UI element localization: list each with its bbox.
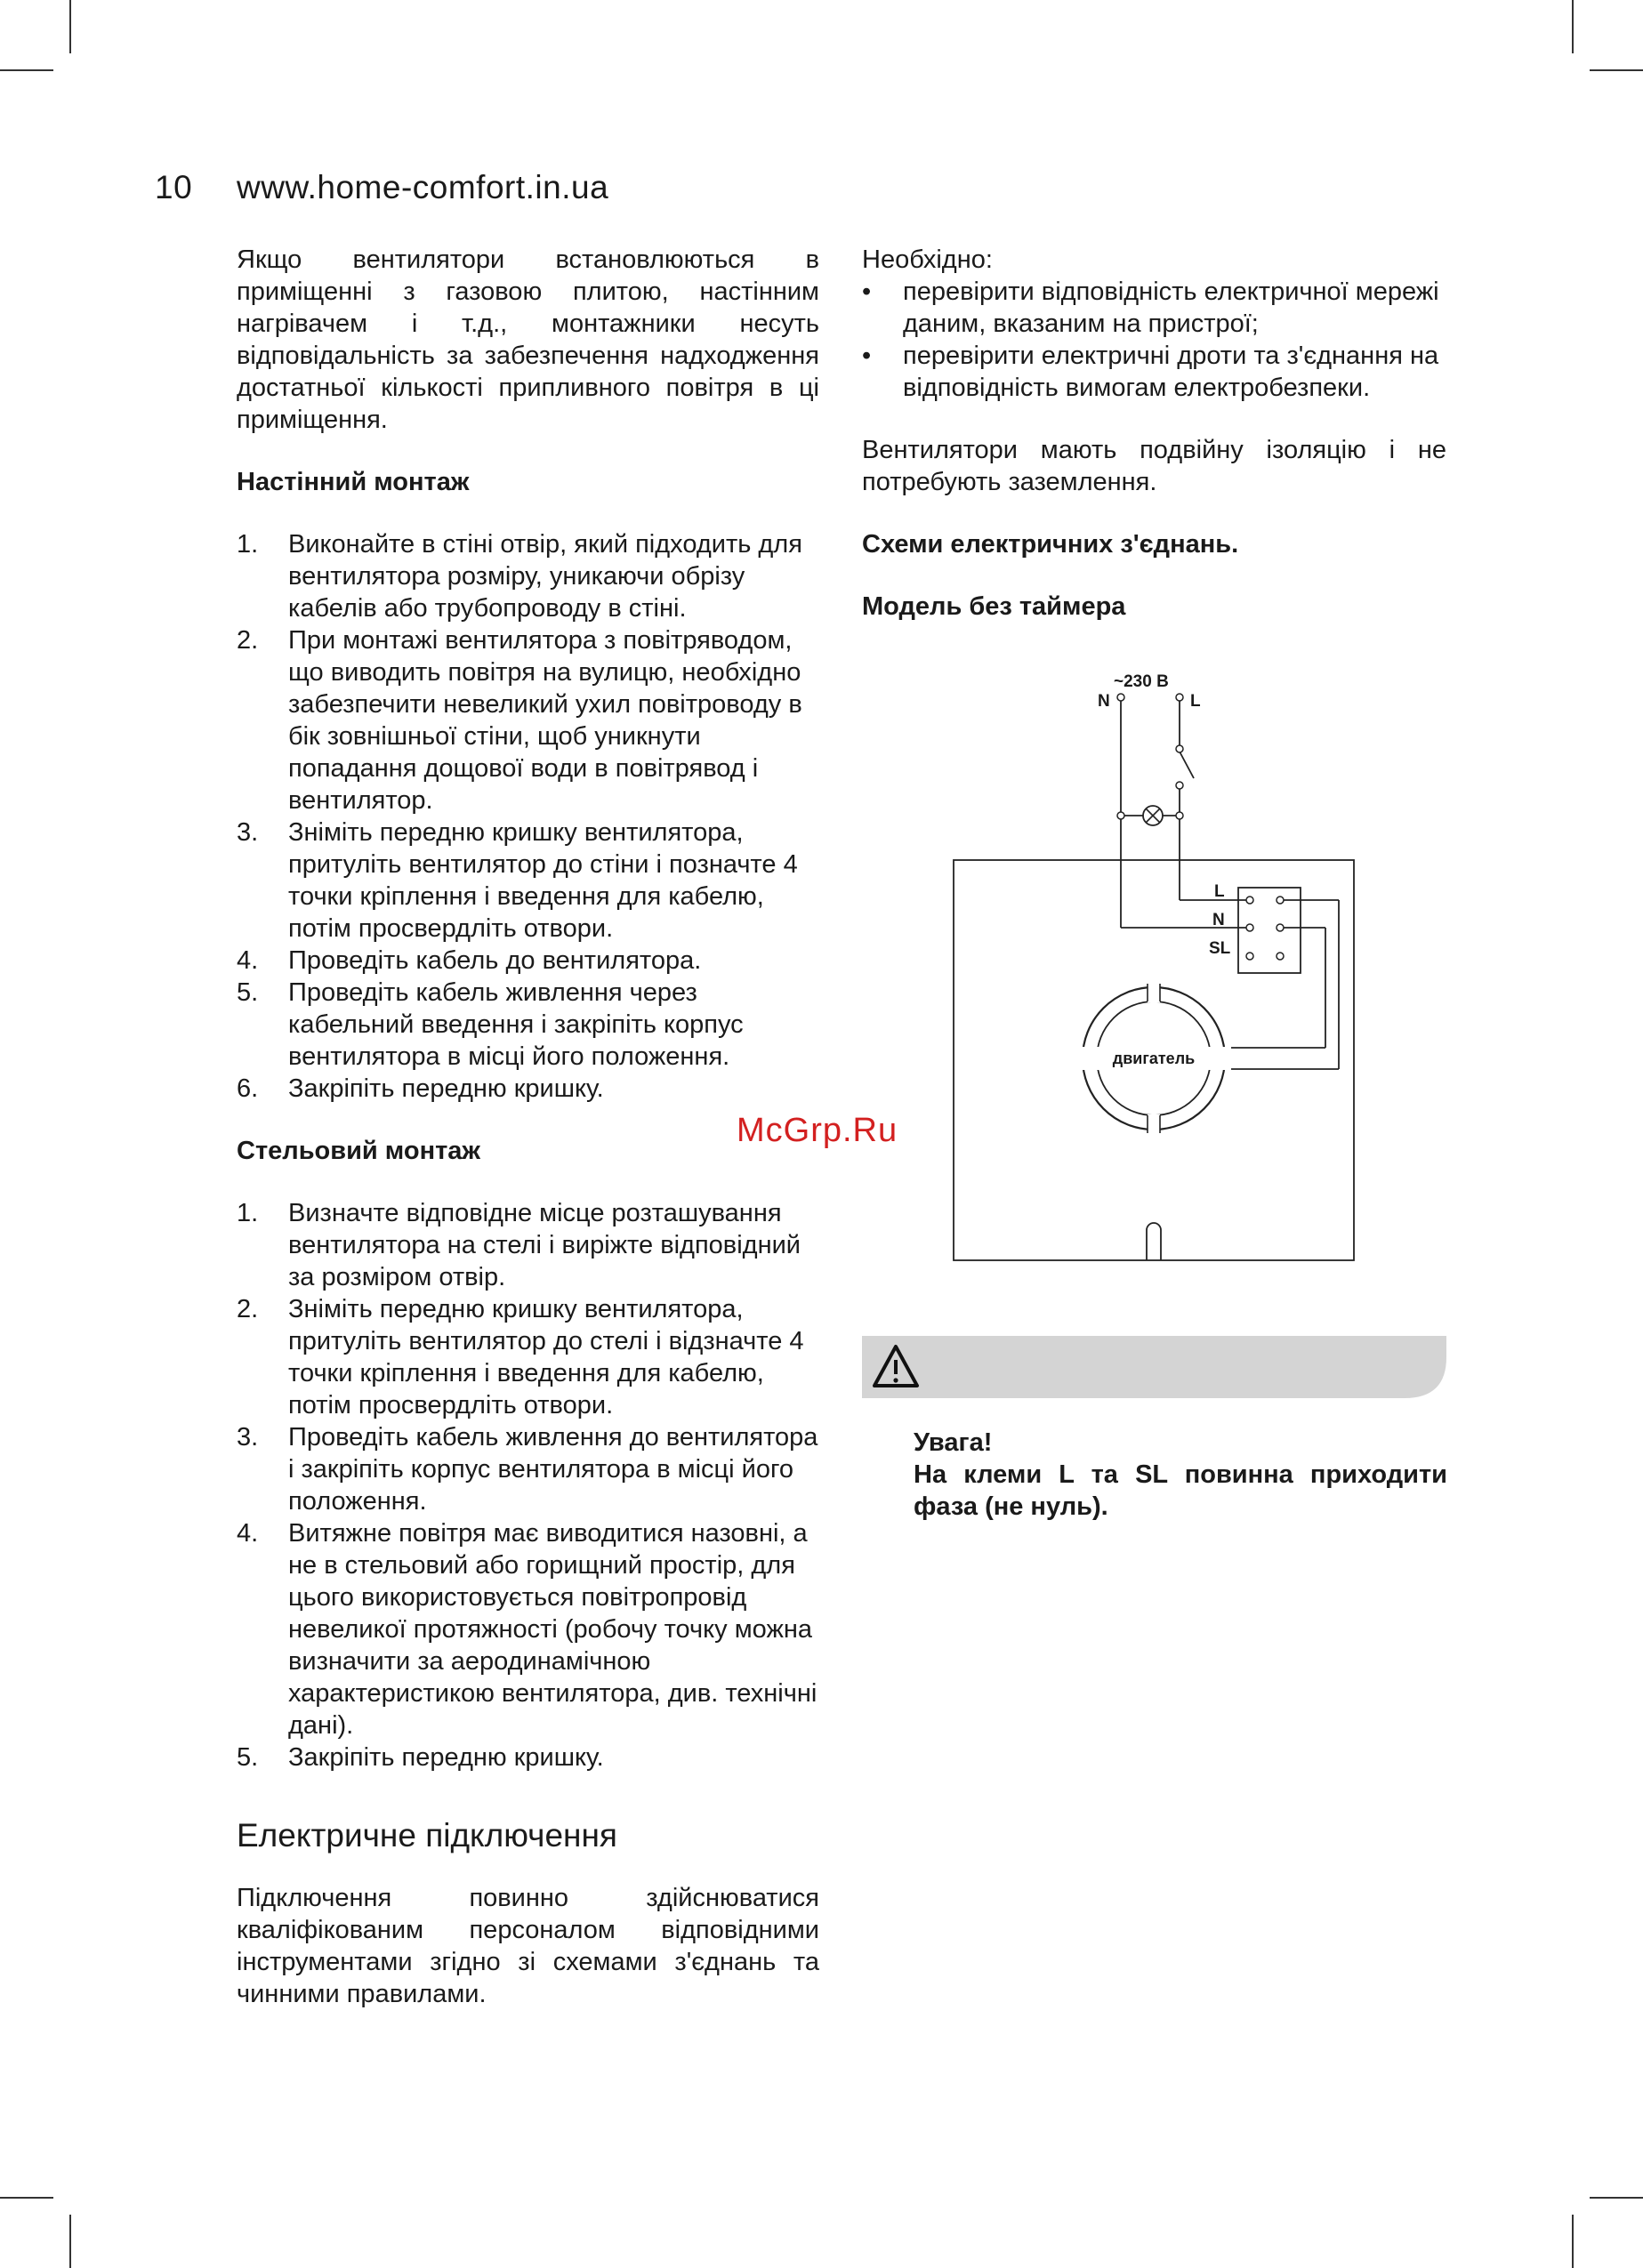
supply-n-label: N bbox=[1098, 692, 1110, 711]
page-number: 10 bbox=[155, 169, 193, 205]
wall-mount-steps bbox=[237, 528, 819, 1105]
step-number: 5. bbox=[237, 1743, 259, 1772]
terminal-sl-label: SL bbox=[1209, 939, 1231, 958]
left-column bbox=[237, 244, 819, 2010]
motor-label: двигатель bbox=[1112, 1050, 1196, 1067]
step-number: 2. bbox=[237, 1295, 259, 1323]
right-column bbox=[862, 244, 1446, 623]
warning-block bbox=[914, 1427, 1447, 1523]
step-text: При монтажі вентилятора з повітряводом, що виводить повітря на вулицю, необхідно забезпечити невеликий ухил повітроводу в бік зовнішньої стіни, щоб уникнути попадання дощової води в повітрявод і вентилятор. bbox=[288, 626, 802, 815]
step-text: Проведіть кабель до вентилятора. bbox=[288, 946, 702, 975]
list-item bbox=[237, 977, 819, 1073]
cable-slot bbox=[1147, 1223, 1161, 1260]
website-url[interactable]: www.home-comfort.in.ua bbox=[237, 169, 609, 205]
step-text: Закріпіть передню кришку. bbox=[288, 1743, 604, 1772]
crop-mark bbox=[1590, 69, 1643, 71]
list-item: • перевірити електричні дроти та з'єднання на відповідність вимогам електробезпеки. bbox=[862, 340, 1446, 404]
step-text: Проведіть кабель живлення до вентилятора і закріпіть корпус вентилятора в місці його положення. bbox=[288, 1423, 818, 1516]
step-number: 4. bbox=[237, 1519, 259, 1548]
intro-paragraph: Якщо вентилятори встановлюються в приміщенні з газовою плитою, настінним нагрівачем і т.д., монтажники несуть відповідальність за забезпечення надходження достатньої кількості припливного повітря в ці приміщення. bbox=[237, 245, 819, 434]
step-text: Зніміть передню кришку вентилятора, притуліть вентилятор до стіни і позначте 4 точки кріплення і введення для кабелю, потім просвердліть отвори. bbox=[288, 818, 798, 943]
watermark: McGrp.Ru bbox=[737, 1112, 898, 1149]
step-text: Закріпіть передню кришку. bbox=[288, 1074, 604, 1103]
step-number: 3. bbox=[237, 818, 259, 847]
need-label: Необхідно: bbox=[862, 245, 993, 274]
warning-bar bbox=[862, 1336, 1446, 1398]
list-item bbox=[237, 1073, 819, 1105]
step-number: 6. bbox=[237, 1074, 259, 1103]
warning-text: На клеми L та SL повинна приходити фаза (не нуль). bbox=[914, 1460, 1447, 1521]
schemes-heading: Схеми електричних з'єднань. bbox=[862, 530, 1239, 559]
list-item bbox=[237, 1197, 819, 1293]
switch-lever bbox=[1180, 752, 1194, 778]
electric-section-title: Електричне підключення bbox=[237, 1817, 617, 1854]
wall-mount-heading: Настінний монтаж bbox=[237, 468, 470, 496]
requirements-list bbox=[862, 276, 1446, 404]
list-item: • перевірити відповідність електричної мережі даним, вказаним на пристрої; bbox=[862, 276, 1446, 340]
list-item bbox=[237, 816, 819, 945]
crop-mark bbox=[0, 2197, 53, 2199]
list-item bbox=[237, 1517, 819, 1741]
electric-paragraph: Підключення повинно здійснюватися кваліфікованим персоналом відповідними інструментами згідно зі схемами з'єднань та чинними правилами. bbox=[237, 1884, 819, 2008]
supply-l-label: L bbox=[1190, 692, 1201, 711]
ceiling-mount-heading: Стельовий монтаж bbox=[237, 1137, 480, 1165]
crop-mark bbox=[0, 69, 53, 71]
step-text: Виконайте в стіні отвір, який підходить для вентилятора розміру, уникаючи обрізу кабелів або трубопроводу в стіні. bbox=[288, 530, 802, 623]
step-number: 4. bbox=[237, 946, 259, 975]
list-item bbox=[237, 624, 819, 816]
list-item bbox=[237, 945, 819, 977]
crop-mark bbox=[69, 0, 71, 53]
page-header bbox=[155, 169, 608, 206]
list-item bbox=[237, 1421, 819, 1517]
step-number: 1. bbox=[237, 530, 259, 559]
list-item bbox=[237, 1741, 819, 1773]
insulation-paragraph: Вентилятори мають подвійну ізоляцію і не потребують заземлення. bbox=[862, 436, 1446, 496]
list-item bbox=[237, 1293, 819, 1421]
crop-mark bbox=[69, 2215, 71, 2268]
step-number: 3. bbox=[237, 1423, 259, 1452]
step-text: Визначте відповідне місце розташування вентилятора на стелі і виріжте відповідний за розміром отвір. bbox=[288, 1199, 801, 1291]
warning-title: Увага! bbox=[914, 1428, 993, 1457]
crop-mark bbox=[1572, 2215, 1574, 2268]
model-heading: Модель без таймера bbox=[862, 592, 1126, 621]
list-item bbox=[237, 528, 819, 624]
step-number: 5. bbox=[237, 978, 259, 1007]
terminal-l-label: L bbox=[1214, 882, 1225, 901]
crop-mark bbox=[1590, 2197, 1643, 2199]
crop-mark bbox=[1572, 0, 1574, 53]
voltage-label: ~230 В bbox=[1114, 672, 1169, 691]
step-text: Витяжне повітря має виводитися назовні, а не в стельовий або горищний простір, для цього використовується повітропровід невеликої протяжності (робочу точку можна визначити за аеродинамічною характеристикою вентилятора, див. технічні дані). bbox=[288, 1519, 817, 1740]
wiring-diagram bbox=[943, 663, 1370, 1267]
ceiling-mount-steps bbox=[237, 1197, 819, 1773]
step-number: 1. bbox=[237, 1199, 259, 1227]
step-text: Проведіть кабель живлення через кабельний введення і закріпіть корпус вентилятора в місці його положення. bbox=[288, 978, 744, 1071]
step-text: Зніміть передню кришку вентилятора, притуліть вентилятор до стелі і відзначте 4 точки кріплення і введення для кабелю, потім просвердліть отвори. bbox=[288, 1295, 804, 1420]
terminal-n-label: N bbox=[1212, 911, 1225, 929]
step-number: 2. bbox=[237, 626, 259, 655]
